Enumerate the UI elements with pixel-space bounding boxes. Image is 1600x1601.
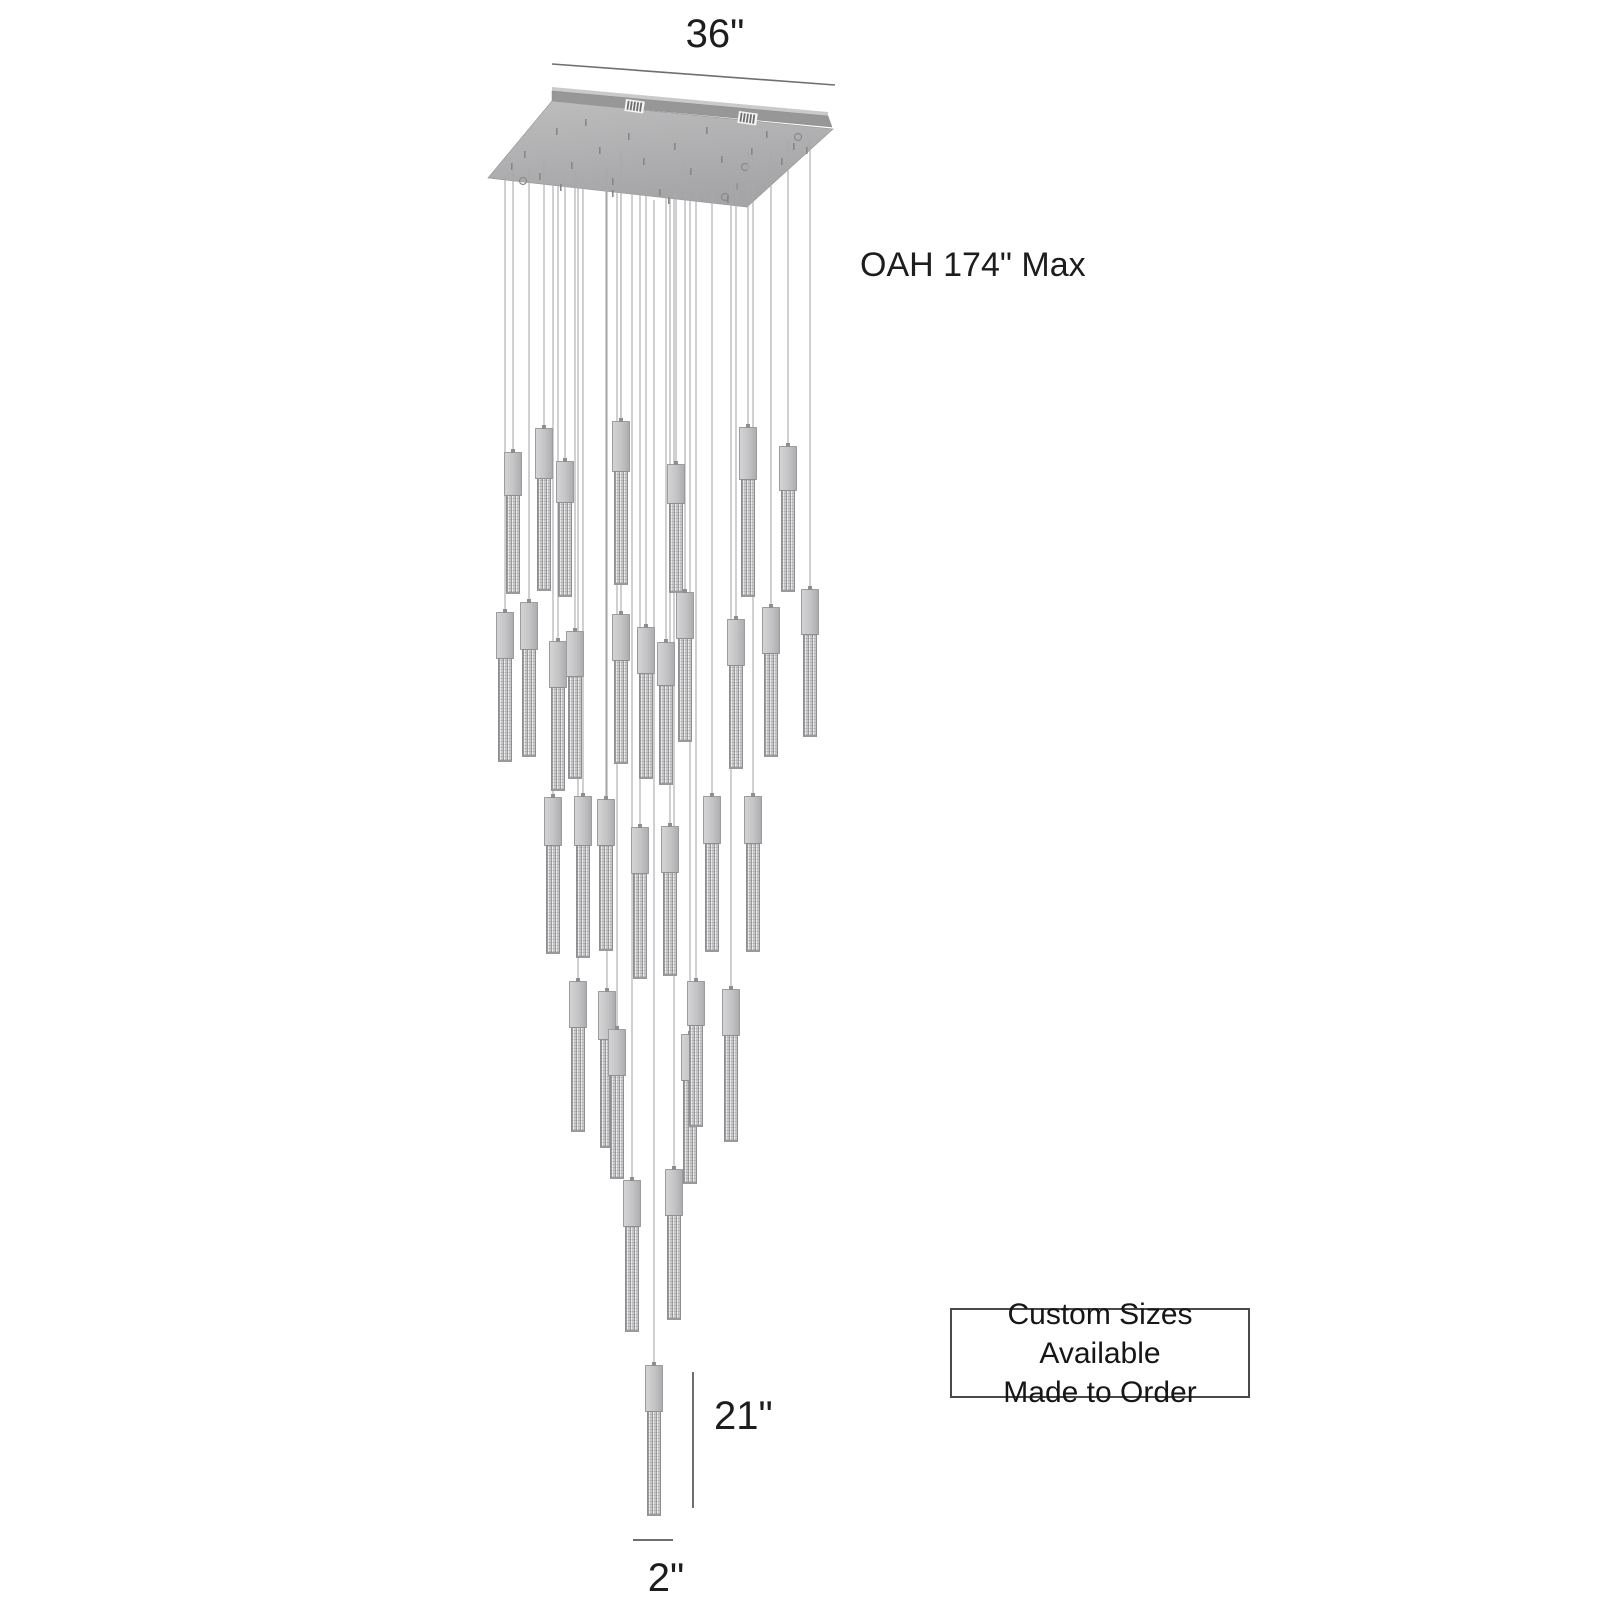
dimension-line-36 bbox=[552, 64, 835, 85]
custom-sizes-line1: Custom Sizes Available bbox=[1007, 1297, 1193, 1370]
canopy-connector-mark bbox=[571, 162, 573, 169]
canopy-connector-mark bbox=[766, 131, 768, 138]
canopy-connector-mark bbox=[585, 119, 587, 126]
canopy-connector-mark bbox=[628, 133, 630, 140]
canopy-connector-mark bbox=[556, 128, 558, 135]
custom-sizes-line2: Made to Order bbox=[1003, 1375, 1197, 1409]
canopy-connector-mark bbox=[511, 163, 513, 170]
overall-height-label: OAH 174" Max bbox=[860, 246, 1086, 284]
canopy-connector-mark bbox=[806, 147, 808, 154]
canopy-connector-mark bbox=[781, 158, 783, 165]
canopy-connector-mark bbox=[659, 189, 661, 196]
canopy-connector-mark bbox=[674, 143, 676, 150]
canopy-connector-mark bbox=[560, 184, 562, 191]
canopy-connector-mark bbox=[524, 151, 526, 158]
canopy-connector-mark bbox=[612, 178, 614, 185]
canopy-connector-mark bbox=[668, 197, 670, 204]
canopy-connector-mark bbox=[599, 147, 601, 154]
pendant-width-label: 2" bbox=[647, 1556, 685, 1600]
canopy-connector-mark bbox=[706, 127, 708, 134]
custom-sizes-box bbox=[950, 1297, 1250, 1409]
canopy-connector-mark bbox=[793, 143, 795, 150]
canopy-connector-mark bbox=[721, 156, 723, 163]
canopy-connector-mark bbox=[539, 173, 541, 180]
pendant-height-label: 21" bbox=[714, 1394, 773, 1438]
canopy-connector-mark bbox=[690, 168, 692, 175]
canopy-connector-mark bbox=[751, 148, 753, 155]
canopy-width-label: 36" bbox=[685, 12, 745, 56]
canopy-connector-mark bbox=[643, 158, 645, 165]
canopy-connector-mark bbox=[612, 190, 614, 197]
